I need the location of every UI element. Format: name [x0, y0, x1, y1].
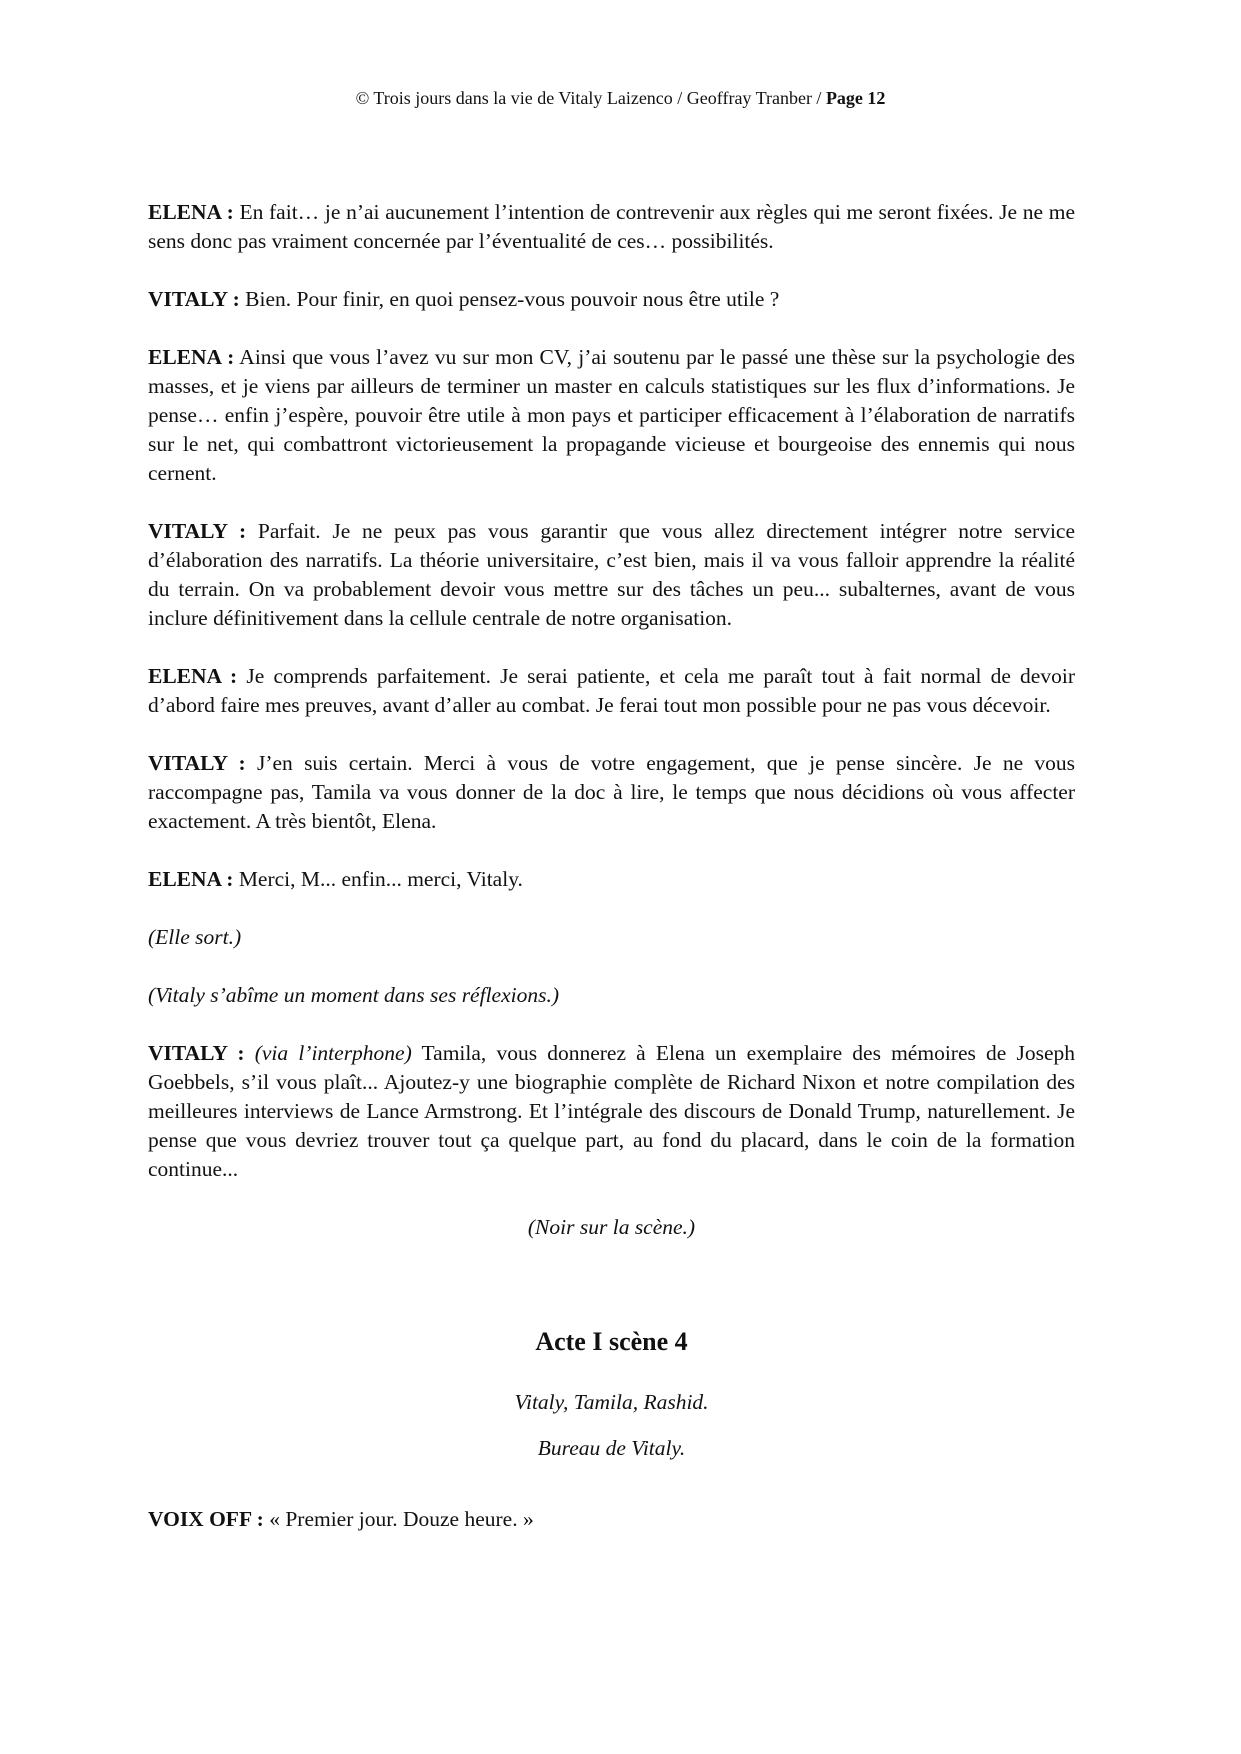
- dialogue-line: [148, 749, 1075, 836]
- speaker-name: VOIX OFF :: [148, 1507, 264, 1531]
- speaker-name: VITALY :: [148, 287, 240, 311]
- stage-aside: (via l’interphone): [254, 1041, 412, 1065]
- dialogue-text: Tamila, vous donnerez à Elena un exemplaire des mémoires de Joseph Goebbels, s’il vous plaît... Ajoutez-y une biographie complète de Richard Nixon et notre compilation des meilleures interviews de Lance Armstrong. Et l’intégrale des discours de Donald Trump, naturellement. Je pense que vous devriez trouver tout ça quelque part, au fond du placard, dans le coin de la formation continue...: [148, 1041, 1075, 1181]
- script-body: [148, 198, 1075, 1563]
- dialogue-line-voice-off: [148, 1505, 1075, 1534]
- dialogue-text: Je comprends parfaitement. Je serai patiente, et cela me paraît tout à fait normal de devoir d’abord faire mes preuves, avant d’aller au combat. Je ferai tout mon possible pour ne pas vous décevoir.: [148, 664, 1075, 717]
- dialogue-text: J’en suis certain. Merci à vous de votre engagement, que je pense sincère. Je ne vous raccompagne pas, Tamila va vous donner de la doc à lire, le temps que nous décidions où vous affecter exactement. A très bientôt, Elena.: [148, 751, 1075, 833]
- speaker-name: VITALY :: [148, 1041, 245, 1065]
- page-number: Page 12: [825, 88, 886, 108]
- dialogue-line: [148, 343, 1075, 488]
- speaker-name: ELENA :: [148, 200, 234, 224]
- dialogue-line-intercom: [148, 1039, 1075, 1184]
- dialogue-text: En fait… je n’ai aucunement l’intention de contrevenir aux règles qui me seront fixées. Je ne me sens donc pas vraiment concernée par l’éventualité de ces… possibilités.: [148, 200, 1075, 253]
- dialogue-line: [148, 198, 1075, 256]
- speaker-name: ELENA :: [148, 345, 235, 369]
- scene-location: Bureau de Vitaly.: [537, 1436, 686, 1460]
- dialogue-text: « Premier jour. Douze heure. »: [263, 1507, 534, 1531]
- page-header: [0, 86, 1241, 110]
- speaker-name: VITALY :: [148, 751, 246, 775]
- header-credit: © Trois jours dans la vie de Vitaly Laizenco / Geoffray Tranber /: [355, 88, 826, 108]
- dialogue-text: Parfait. Je ne peux pas vous garantir que vous allez directement intégrer notre service d’élaboration des narratifs. La théorie universitaire, c’est bien, mais il va vous falloir apprendre la réalité du terrain. On va probablement devoir vous mettre sur des tâches un peu... subalternes, avant de vous inclure définitivement dans la cellule centrale de notre organisation.: [148, 519, 1076, 630]
- dialogue-text: Ainsi que vous l’avez vu sur mon CV, j’ai soutenu par le passé une thèse sur la psychologie des masses, et je viens par ailleurs de terminer un master en calculs statistiques sur les flux d’informations. Je pense… enfin j’espère, pouvoir être utile à mon pays et participer efficacement à l’élaboration de narratifs sur le net, qui combattront victorieusement la propagande vicieuse et bourgeoise des ennemis qui nous cernent.: [148, 345, 1075, 485]
- speaker-name: ELENA :: [148, 664, 238, 688]
- dialogue-text: Merci, M... enfin... merci, Vitaly.: [233, 867, 523, 891]
- dialogue-text: Bien. Pour finir, en quoi pensez-vous pouvoir nous être utile ?: [239, 287, 780, 311]
- dialogue-line: [148, 285, 1075, 314]
- stage-direction-reflection: (Vitaly s’abîme un moment dans ses réflexions.): [148, 983, 560, 1007]
- dialogue-line: [148, 517, 1075, 633]
- speaker-name: ELENA :: [148, 867, 234, 891]
- dialogue-line: [148, 865, 1075, 894]
- speaker-name: VITALY :: [148, 519, 247, 543]
- scene-title: Acte I scène 4: [535, 1327, 688, 1356]
- stage-direction-exit: (Elle sort.): [148, 925, 242, 949]
- dialogue-line: [148, 662, 1075, 720]
- stage-direction-blackout: (Noir sur la scène.): [527, 1215, 696, 1239]
- scene-characters: Vitaly, Tamila, Rashid.: [514, 1390, 709, 1414]
